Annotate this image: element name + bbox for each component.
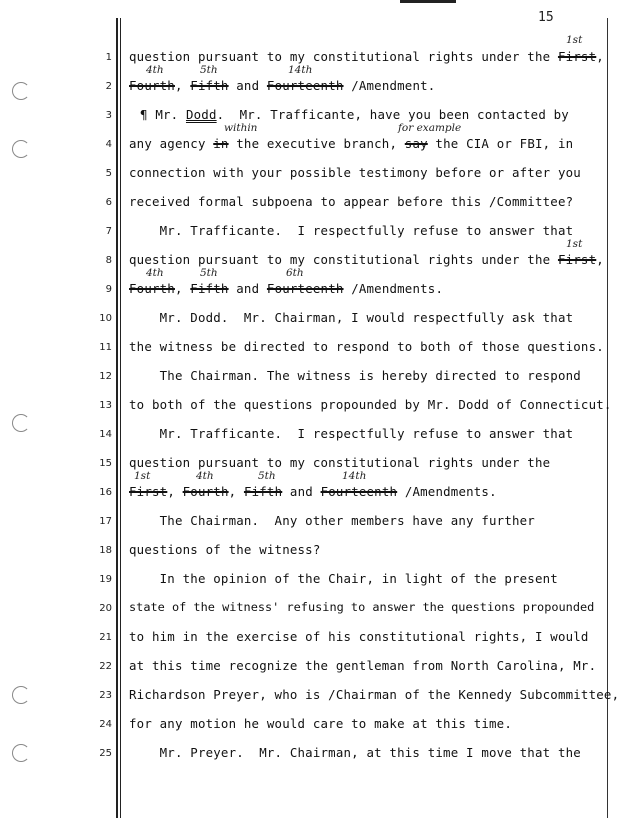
struck-text: Fifth xyxy=(190,78,229,93)
line-number: 20 xyxy=(99,603,112,614)
text-line-18: questions of the witness? xyxy=(129,542,321,557)
underlined-text: Dodd xyxy=(185,107,217,122)
line-number: 2 xyxy=(105,81,112,92)
text-run: , xyxy=(167,484,183,499)
text-line-5: connection with your possible testimony before or after you xyxy=(129,165,581,180)
line-number: 24 xyxy=(99,719,112,730)
line-number: 21 xyxy=(99,632,112,643)
text-run: , xyxy=(596,252,604,267)
line-number: 25 xyxy=(99,748,112,759)
text-line-17: The Chairman. Any other members have any further xyxy=(129,513,535,528)
text-line-24: for any motion he would care to make at this time. xyxy=(129,716,512,731)
text-line-1 xyxy=(129,49,604,64)
handwritten-note: 5th xyxy=(200,64,218,76)
text-line-7: Mr. Trafficante. I respectfully refuse to answer that xyxy=(129,223,574,238)
line-number: 16 xyxy=(99,487,112,498)
text-run: and xyxy=(228,281,267,296)
handwritten-note: 1st xyxy=(566,34,583,46)
text-line-8 xyxy=(129,252,604,267)
punch-hole-mark xyxy=(12,744,30,762)
text-line-25: Mr. Preyer. Mr. Chairman, at this time I move that the xyxy=(129,745,581,760)
text-line-16 xyxy=(129,484,497,499)
struck-text: say xyxy=(404,136,428,151)
line-number: 13 xyxy=(99,400,112,411)
line-number: 7 xyxy=(105,226,112,237)
handwritten-note: 1st xyxy=(566,238,583,250)
line-number: 19 xyxy=(99,574,112,585)
line-number: 14 xyxy=(99,429,112,440)
text-run: , xyxy=(596,49,604,64)
struck-text: Fourteenth xyxy=(266,281,344,296)
punch-hole-mark xyxy=(12,686,30,704)
struck-text: First xyxy=(557,49,597,64)
left-margin-rule xyxy=(116,18,118,818)
punch-hole-mark xyxy=(12,82,30,100)
struck-text: Fifth xyxy=(243,484,283,499)
text-run: ¶ Mr. xyxy=(140,107,186,122)
left-margin-rule-inner xyxy=(120,18,121,818)
text-run: , xyxy=(228,484,244,499)
text-line-21: to him in the exercise of his constitutional rights, I would xyxy=(129,629,589,644)
line-number: 12 xyxy=(99,371,112,382)
line-number: 1 xyxy=(105,52,112,63)
text-run: . Mr. Trafficante, have you been contacted by xyxy=(216,107,569,122)
line-number: 9 xyxy=(105,284,112,295)
line-number: 17 xyxy=(99,516,112,527)
text-line-23: Richardson Preyer, who is /Chairman of the Kennedy Subcommittee, xyxy=(129,687,620,702)
line-number: 22 xyxy=(99,661,112,672)
handwritten-note: 6th xyxy=(286,267,304,279)
line-number: 23 xyxy=(99,690,112,701)
struck-text: First xyxy=(129,484,168,499)
text-run: the executive branch, xyxy=(228,136,405,151)
top-mark xyxy=(400,0,456,3)
line-number: 5 xyxy=(105,168,112,179)
handwritten-note: 5th xyxy=(200,267,218,279)
text-line-6: received formal subpoena to appear before this /Committee? xyxy=(129,194,574,209)
line-number: 6 xyxy=(105,197,112,208)
handwritten-note: 14th xyxy=(288,64,313,76)
handwritten-note: 4th xyxy=(196,470,214,482)
text-line-12: The Chairman. The witness is hereby directed to respond xyxy=(129,368,581,383)
text-line-13: to both of the questions propounded by Mr. Dodd of Connecticut. xyxy=(129,397,612,412)
text-run: , xyxy=(174,78,191,93)
page-number: 15 xyxy=(538,10,554,25)
handwritten-note: 4th xyxy=(146,267,164,279)
struck-text: Fourth xyxy=(129,78,175,93)
text-line-4 xyxy=(129,136,573,151)
text-run: question pursuant to my constitutional rights under the xyxy=(129,49,558,64)
struck-text: Fourth xyxy=(182,484,229,499)
text-line-11: the witness be directed to respond to both of those questions. xyxy=(129,339,604,354)
struck-text: Fifth xyxy=(190,281,229,296)
text-run: /Amendments. xyxy=(343,281,444,296)
line-number: 10 xyxy=(99,313,112,324)
handwritten-note: 14th xyxy=(342,470,367,482)
text-run: , xyxy=(174,281,191,296)
line-number: 3 xyxy=(105,110,112,121)
text-line-20: state of the witness' refusing to answer the questions propounded xyxy=(129,600,595,614)
text-line-3 xyxy=(140,107,569,122)
line-number: 4 xyxy=(105,139,112,150)
text-run: and xyxy=(282,484,321,499)
text-run: and xyxy=(228,78,267,93)
struck-text: Fourteenth xyxy=(320,484,398,499)
line-number: 8 xyxy=(105,255,112,266)
line-number: 18 xyxy=(99,545,112,556)
text-line-19: In the opinion of the Chair, in light of the present xyxy=(129,571,558,586)
handwritten-note: for example xyxy=(398,122,462,134)
text-line-15: question pursuant to my constitutional rights under the xyxy=(129,455,551,470)
handwritten-note: 1st xyxy=(134,470,151,482)
handwritten-note: 5th xyxy=(258,470,276,482)
text-run: /Amendment. xyxy=(343,78,436,93)
struck-text: Fourteenth xyxy=(266,78,344,93)
handwritten-note: 4th xyxy=(146,64,164,76)
text-line-22: at this time recognize the gentleman from North Carolina, Mr. xyxy=(129,658,597,673)
struck-text: Fourth xyxy=(129,281,175,296)
line-number: 11 xyxy=(99,342,112,353)
text-run: /Amendments. xyxy=(397,484,497,499)
text-run: the CIA or FBI, in xyxy=(427,136,574,151)
line-number: 15 xyxy=(99,458,112,469)
text-line-9 xyxy=(129,281,443,296)
text-line-10: Mr. Dodd. Mr. Chairman, I would respectfully ask that xyxy=(129,310,574,325)
text-line-14: Mr. Trafficante. I respectfully refuse to answer that xyxy=(129,426,574,441)
struck-text: in xyxy=(213,136,229,151)
text-run: question pursuant to my constitutional rights under the xyxy=(129,252,558,267)
punch-hole-mark xyxy=(12,414,30,432)
text-run: any agency xyxy=(129,136,214,151)
text-line-2 xyxy=(129,78,435,93)
punch-hole-mark xyxy=(12,140,30,158)
handwritten-note: within xyxy=(224,122,258,134)
struck-text: First xyxy=(557,252,597,267)
